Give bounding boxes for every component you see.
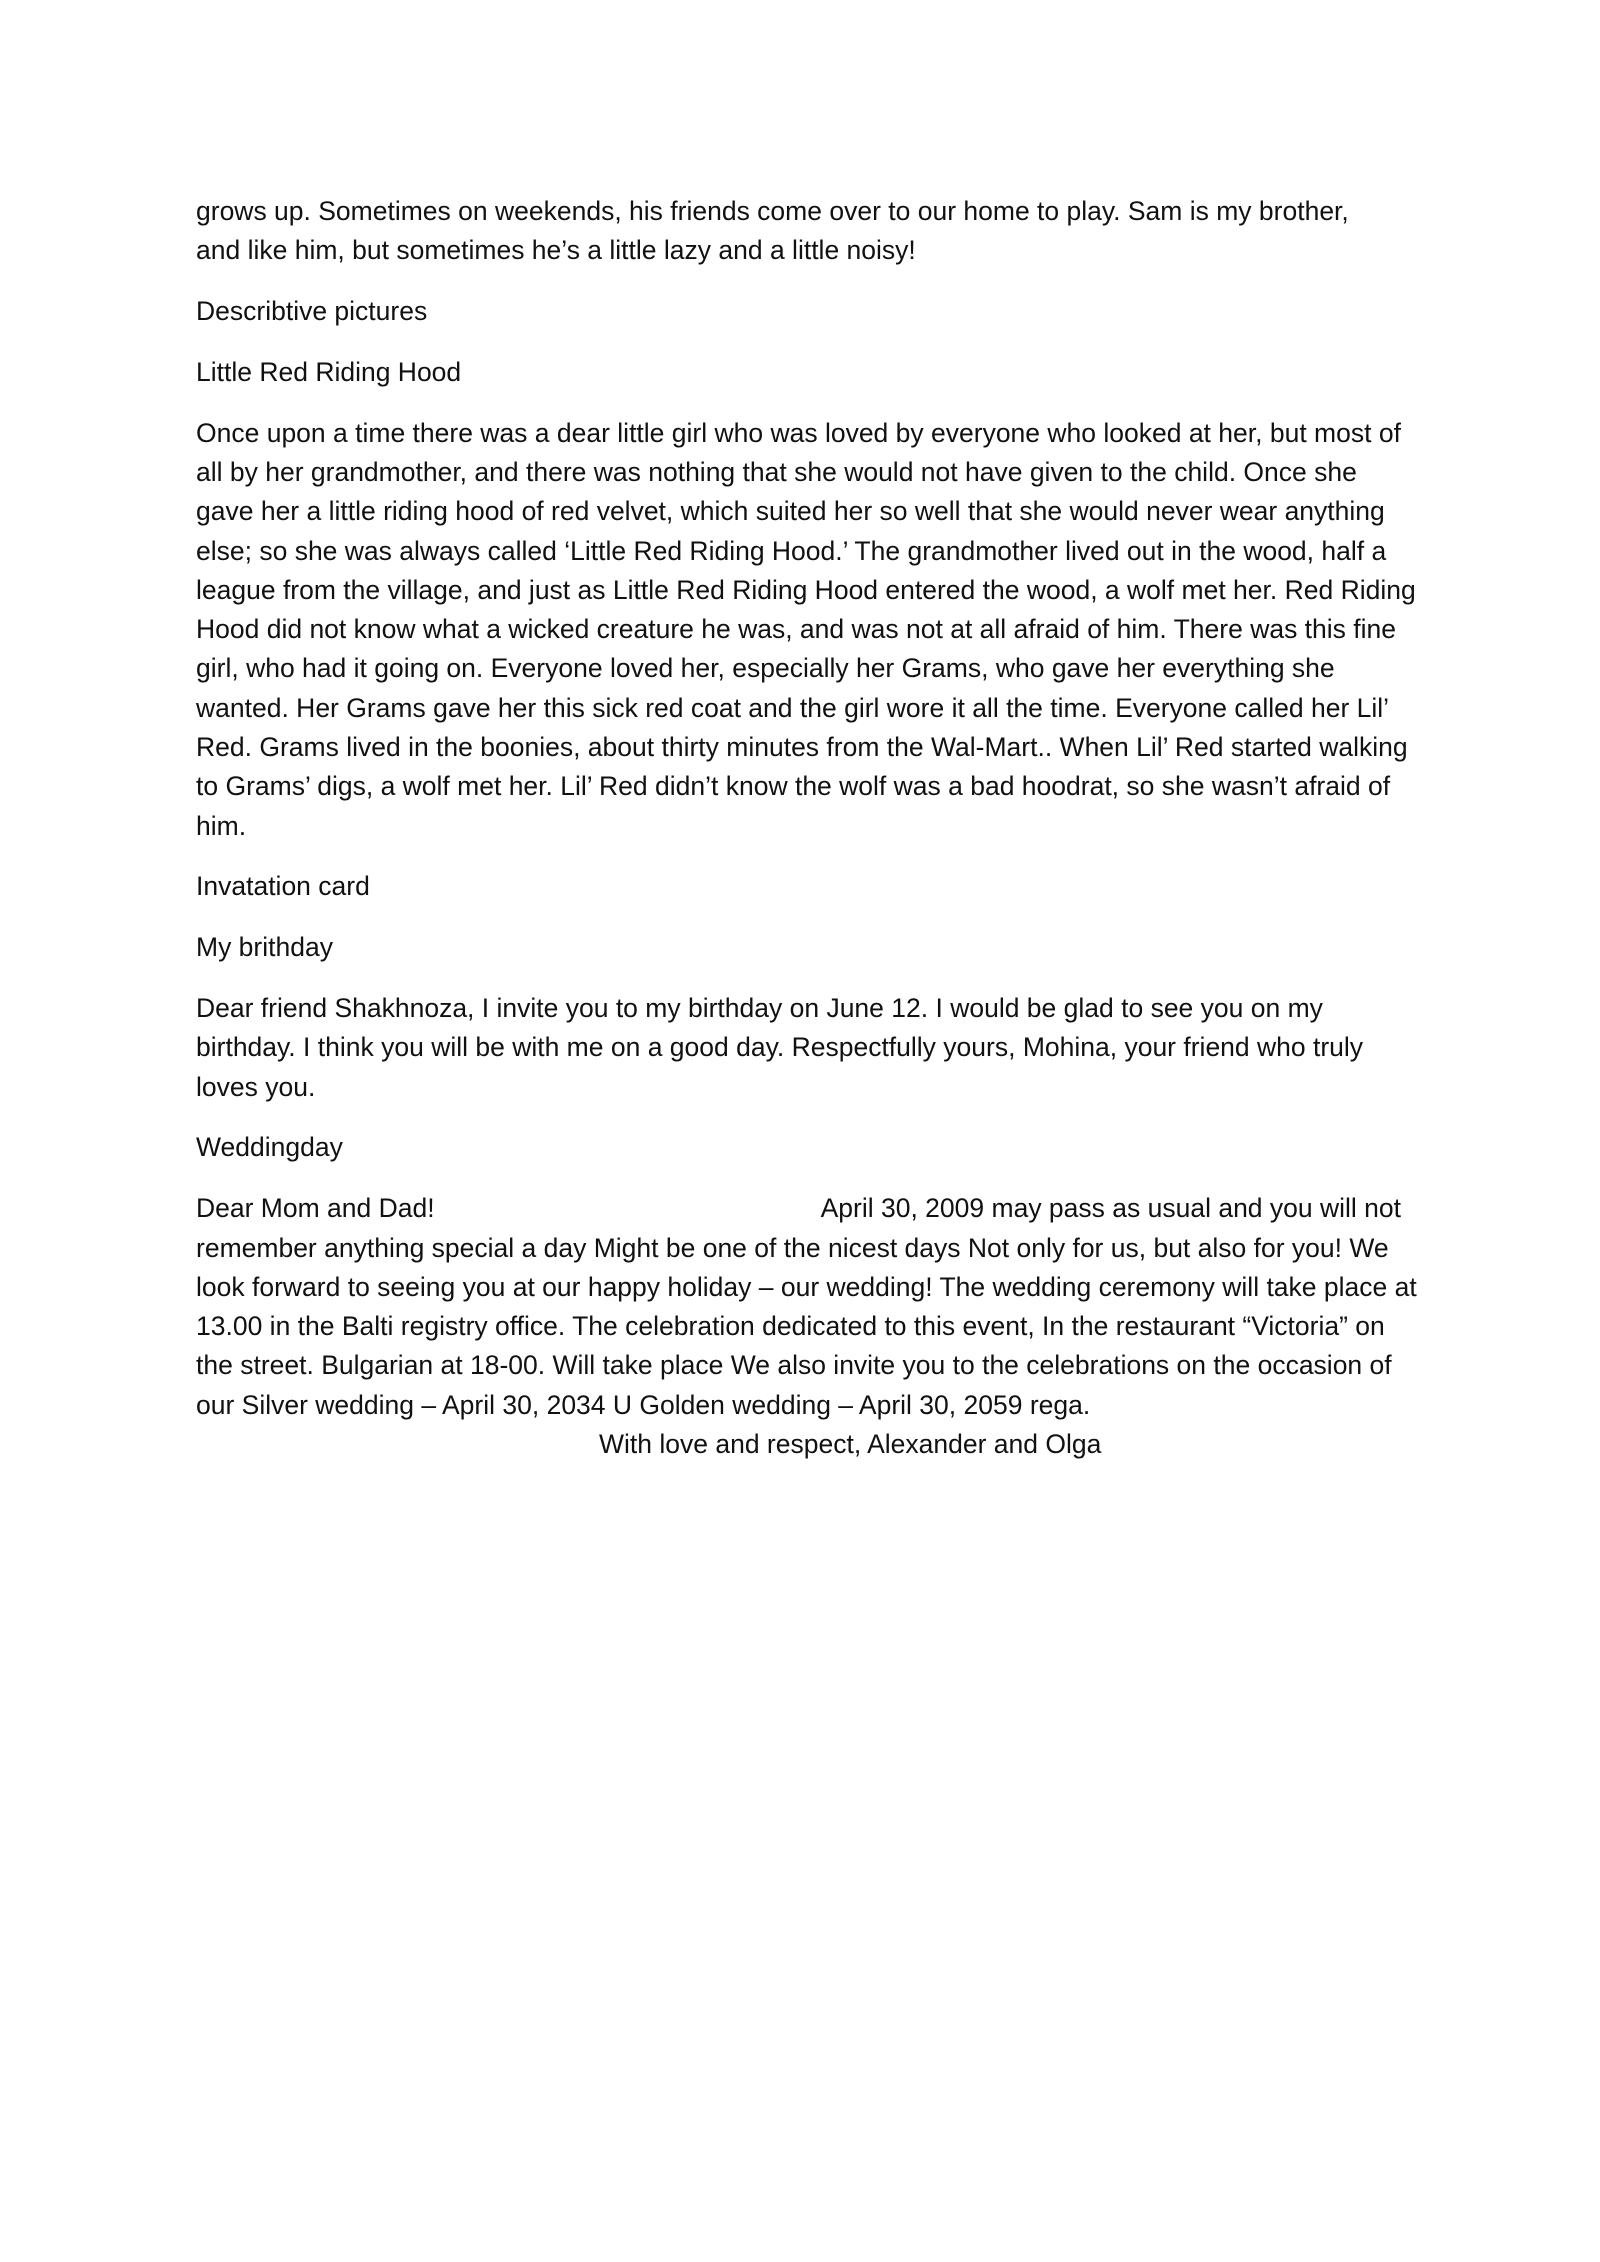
birthday-paragraph: Dear friend Shakhnoza, I invite you to my birthday on June 12. I would be glad to see you on my birthday. I think you will be with me on a good day. Respectfully yours, Mohina, your friend who truly loves you. xyxy=(196,993,1364,1102)
wedding-paragraph xyxy=(196,1189,1421,1464)
wedding-greeting: Dear Mom and Dad! xyxy=(196,1193,435,1224)
wedding-body: April 30, 2009 may pass as usual and you will not remember anything special a day Might be one of the nicest days Not only for us, but also for you! We look forward to seeing you at our happy holiday – our wedding! The wedding ceremony will take place at 13.00 in the Balti registry office. The celebration dedicated to this event, In the restaurant “Victoria” on the street. Bulgarian at 18-00. Will take place We also invite you to the celebrations on the occasion of our Silver wedding – April 30, 2034 U Golden wedding – April 30, 2059 rega. xyxy=(196,1193,1417,1420)
story-title: Little Red Riding Hood xyxy=(196,356,462,387)
intro-paragraph xyxy=(196,192,1421,271)
intro-line-2: and like him, but sometimes he’s a little lazy and a little noisy! xyxy=(196,235,916,266)
story-paragraph: Once upon a time there was a dear little girl who was loved by everyone who looked at her, but most of all by her grandmother, and there was nothing that she would not have given to the child. Once she gave her a little riding hood of red velvet, which suited her so well that she would never wear anything else; so she was always called ‘Little Red Riding Hood.’ The grandmother lived out in the wood, half a league from the village, and just as Little Red Riding Hood entered the wood, a wolf met her. Red Riding Hood did not know what a wicked creature he was, and was not at all afraid of him. There was this fine girl, who had it going on. Everyone loved her, especially her Grams, who gave her everything she wanted. Her Grams gave her this sick red coat and the girl wore it all the time. Everyone called her Lil’ Red. Grams lived in the boonies, about thirty minutes from the Wal-Mart.. When Lil’ Red started walking to Grams’ digs, a wolf met her. Lil’ Red didn’t know the wolf was a bad hoodrat, so she wasn’t afraid of him. xyxy=(196,417,1416,841)
wedding-signature: With love and respect, Alexander and Olga xyxy=(599,1429,1102,1460)
section-heading-descriptive: Describtive pictures xyxy=(196,296,428,327)
intro-line-1: grows up. Sometimes on weekends, his friends come over to our home to play. Sam is my brother, xyxy=(196,196,1349,226)
document-body xyxy=(196,192,1421,1486)
wedding-title: Weddingday xyxy=(196,1132,343,1163)
birthday-title: My brithday xyxy=(196,932,333,963)
section-heading-invitation: Invatation card xyxy=(196,871,370,902)
